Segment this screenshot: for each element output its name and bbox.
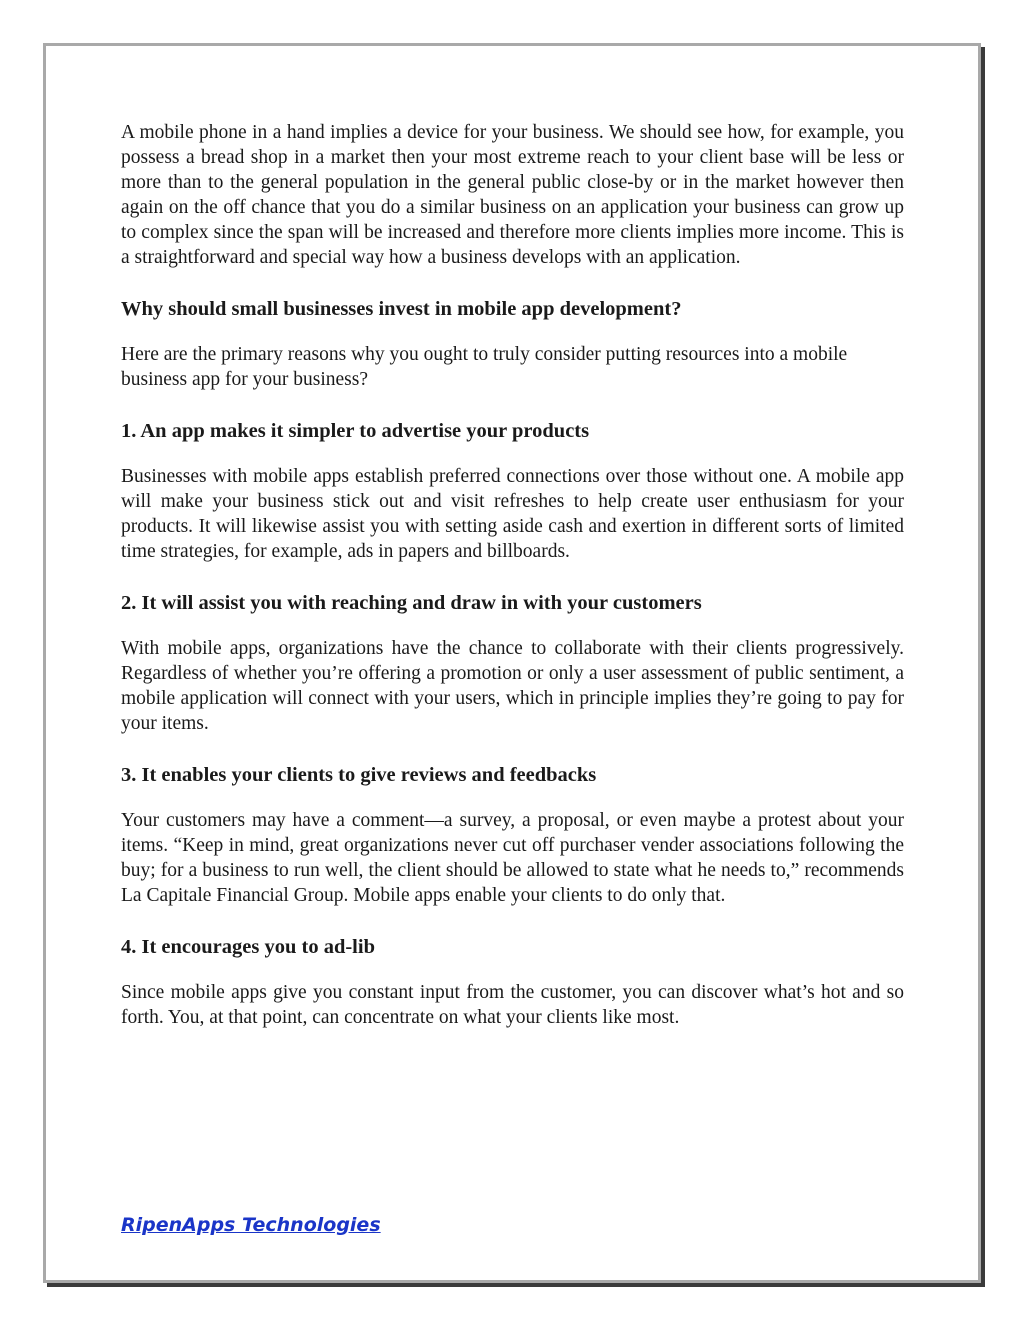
section-body-1: Businesses with mobile apps establish preferred connections over those without one. A mobile app will make your business stick out and visit refreshes to help create user enthusiasm for your products. It will likewise assist you with setting aside cash and exertion in different sorts of limited time strategies, for example, ads in papers and billboards. <box>121 466 904 562</box>
intro-paragraph: A mobile phone in a hand implies a device for your business. We should see how, for example, you possess a bread shop in a market then your most extreme reach to your client base will be less or more than to the general population in the general public close-by or in the market however then again on the off chance that you do a similar business on an application your business can grow up to complex since the span will be increased and therefore more clients implies more income. This is a straightforward and special way how a business develops with an application. <box>121 122 904 268</box>
main-heading: Why should small businesses invest in mobile app development? <box>121 298 682 320</box>
section-heading-2: 2. It will assist you with reaching and draw in with your customers <box>121 592 702 614</box>
section-heading-4: 4. It encourages you to ad-lib <box>121 936 375 958</box>
section-body-3: Your customers may have a comment—a survey, a proposal, or even maybe a protest about your items. “Keep in mind, great organizations never cut off purchaser vender associations following the buy; for a business to run well, the client should be allowed to state what he needs to,” recommends La Capitale Financial Group. Mobile apps enable your clients to do only that. <box>121 810 904 906</box>
section-body-2: With mobile apps, organizations have the chance to collaborate with their clients progressively. Regardless of whether you’re offering a promotion or only a user assessment of public sentiment, a mobile application will connect with your users, which in principle implies they’re going to pay for your items. <box>121 638 904 734</box>
section-heading-3: 3. It enables your clients to give reviews and feedbacks <box>121 764 597 786</box>
main-paragraph: Here are the primary reasons why you ought to truly consider putting resources into a mobile business app for your business? <box>121 344 848 390</box>
section-heading-1: 1. An app makes it simpler to advertise your products <box>121 420 590 442</box>
document-body <box>121 120 904 1030</box>
footer-company-link[interactable]: RipenApps Technologies <box>121 1214 381 1236</box>
section-body-4: Since mobile apps give you constant input from the customer, you can discover what’s hot and so forth. You, at that point, can concentrate on what your clients like most. <box>121 982 904 1028</box>
